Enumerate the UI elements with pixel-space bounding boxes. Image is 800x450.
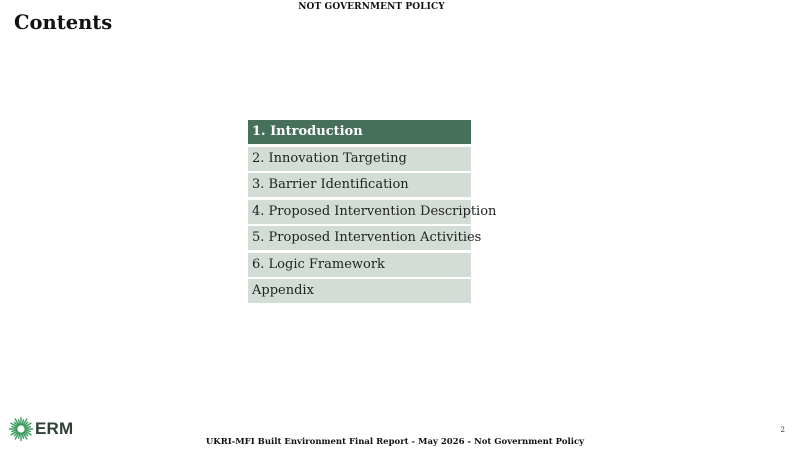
toc-item-logic-framework[interactable]: 6. Logic Framework — [248, 253, 471, 277]
toc-item-appendix[interactable]: Appendix — [248, 279, 471, 303]
page-title: Contents — [14, 11, 113, 34]
toc-item-barrier-identification[interactable]: 3. Barrier Identification — [248, 173, 471, 197]
footer-text: UKRI-MFI Built Environment Final Report - May 2026 - Not Government Policy — [205, 437, 585, 447]
toc-item-innovation-targeting[interactable]: 2. Innovation Targeting — [248, 147, 471, 171]
toc-item-introduction[interactable]: 1. Introduction — [248, 120, 471, 144]
table-of-contents — [248, 120, 497, 306]
page-number: 2 — [780, 426, 785, 434]
toc-item-proposed-intervention-activities[interactable]: 5. Proposed Intervention Activities — [248, 226, 471, 250]
logo-text: ERM — [35, 419, 74, 438]
classification-label: NOT GOVERNMENT POLICY — [298, 2, 445, 12]
toc-item-proposed-intervention-description[interactable]: 4. Proposed Intervention Description — [248, 200, 471, 224]
